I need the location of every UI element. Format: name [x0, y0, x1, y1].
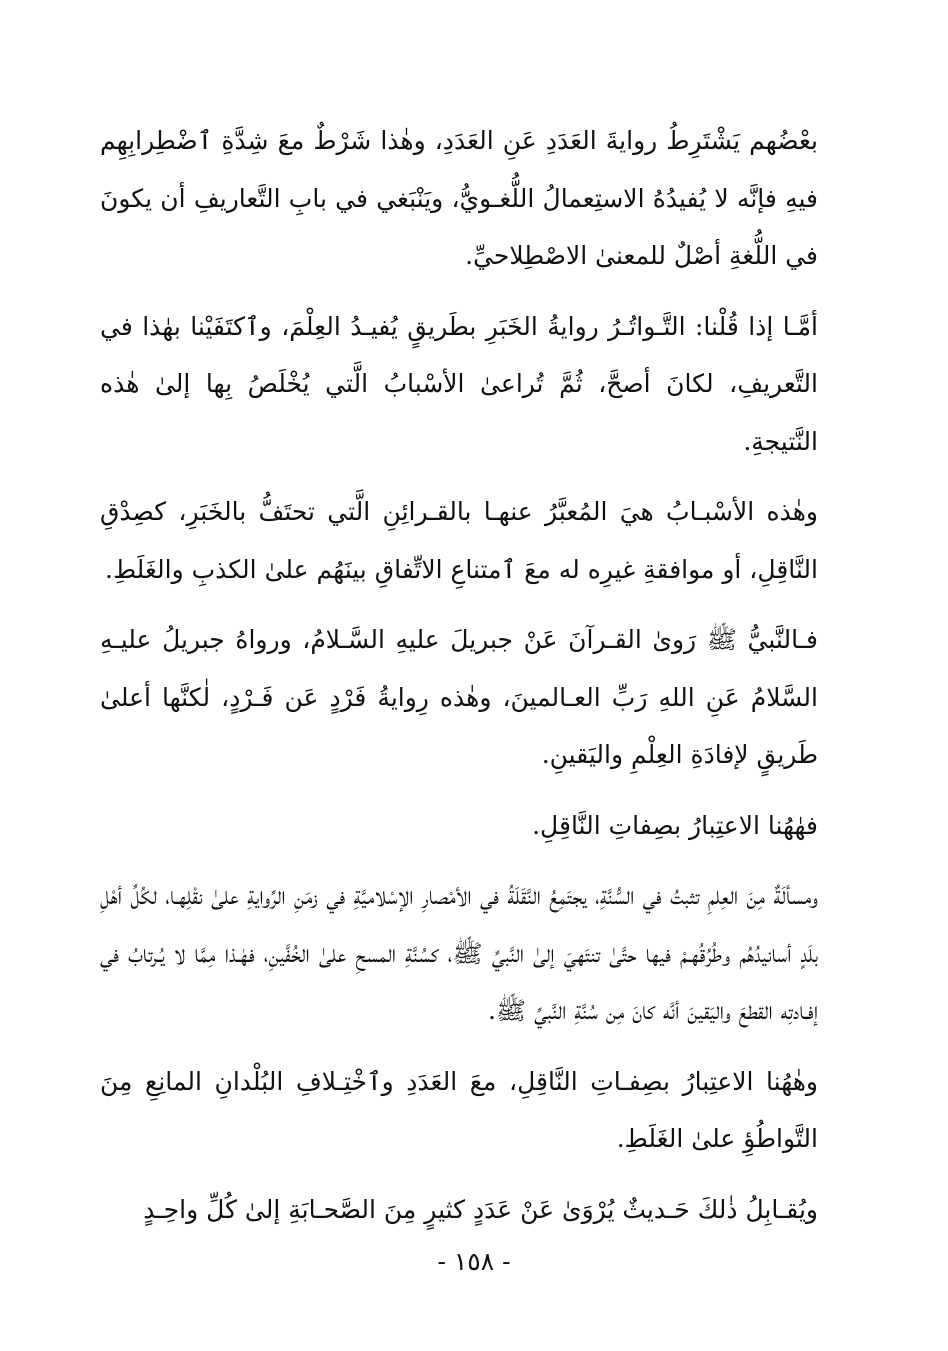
body-text: [100, 112, 818, 1251]
paragraph-1: بعْضُهم يَشْتَرِطُ روايةَ العَدَدِ عَنِ العَدَدِ، وهٰذا شَرْطٌ معَ شِدَّةِ ٱضْطِرابِهِم فيهِ فإنَّه لا يُفيدُهُ الاستِعمالُ اللُّغـويُّ، ويَنْبَغي في بابِ التَّعاريفِ أن يكونَ في اللُّغةِ أصْلٌ للمعنىٰ الاصْطِلاحيِّ.: [100, 126, 818, 270]
page-number: - ١٥٨ -: [437, 1247, 511, 1276]
paragraph-6: ومسألَةٌ مِنَ العِلمِ تثبتُ في السُّنَّةِ، يجتَمِعُ النَّقَلَةُ في الأمْصارِ الإسْلاميَّةِ في زمَنِ الرِّوايةِ علىٰ نقْلِهـا، لكُلِّ أهْلِ بلَدٍ أسانيدُهُم وطُرُقُهـمْ فيها حتَّىٰ تنتَهيَ إلىٰ النَّبيِّ ﷺ، كسُنَّةِ المسحِ علىٰ الخُفَّينِ، فهٰـذا مِمَّا لا يُـرتابُ في إفـادتِه القطعَ واليَقينَ أنَّه كانَ مِن سُنَّةِ النَّبيِّ ﷺ.: [100, 881, 818, 1025]
paragraph-3: وهٰذه الأسْبـابُ هيَ المُعبَّرُ عنهـا بالقـرائِنِ الَّتي تحتَفُّ بالخَبَرِ، كصِدْقِ النَّاقِلِ، أو موافقةِ غيرِه له معَ ٱمتناعِ الاتِّفاقِ بينَهُم علىٰ الكذبِ والغَلَطِ.: [100, 497, 818, 584]
paragraph-8: ويُقـابِلُ ذٰلكَ حَـديثٌ يُرْوَىٰ عَنْ عَدَدٍ كثيرٍ مِنَ الصَّحـابَةِ إلىٰ كُلِّ واحِـدٍ: [143, 1194, 818, 1224]
paragraph-4: فـالنَّبيُّ ﷺ رَوىٰ القـرآنَ عَنْ جبريلَ عليهِ السَّـلامُ، ورواهُ جبريلُ عليـهِ السَّلامُ عَنِ اللهِ رَبِّ العـالمينَ، وهٰذه رِوايةُ فَرْدٍ عَن فَـرْدٍ، لٰكنَّها أعلىٰ طَريقٍ لإفادَةِ العِلْمِ واليَقينِ.: [100, 625, 818, 769]
paragraph-7: وهٰهُنا الاعتِبارُ بصِفـاتِ النَّاقِلِ، معَ العَدَدِ وٱخْتِـلافِ البُلْدانِ المانِعِ مِنَ التَّواطُؤِ علىٰ الغَلَطِ.: [100, 1066, 818, 1153]
paragraph-5: فهٰهُنا الاعتِبارُ بصِفاتِ النَّاقِلِ.: [532, 810, 818, 840]
paragraph-2: أمَّـا إذا قُلْنا: التَّـواتُـرُ روايةُ الخَبَرِ بطَريقٍ يُفيـدُ العِلْمَ، وٱكتَفَيْنا بهٰذا في التَّعريفِ، لكانَ أصحَّ، ثُمَّ تُراعىٰ الأسْبابُ الَّتي يُخْلَصُ بِها إلىٰ هٰذه النَّتيجةِ.: [100, 311, 818, 456]
